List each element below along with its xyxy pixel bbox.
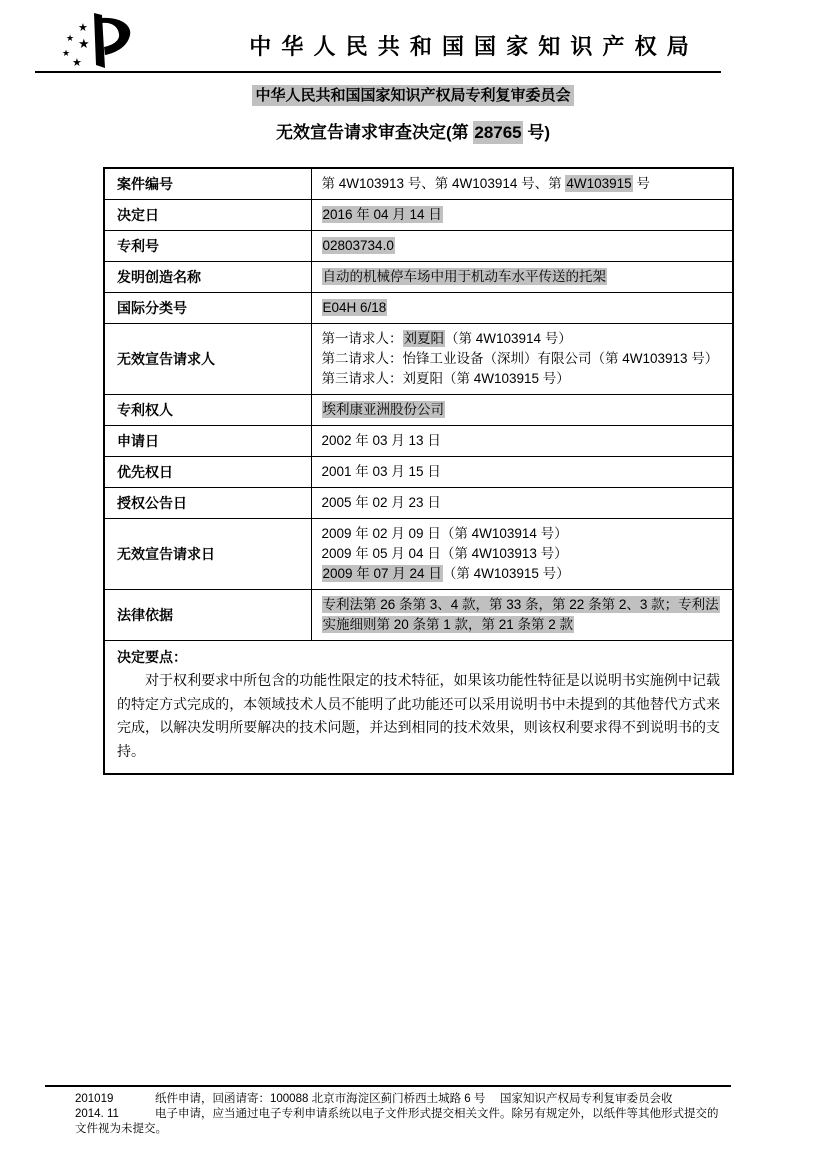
- value-line: 第 4W103913 号、第 4W103914 号、第 4W103915 号: [321, 176, 650, 191]
- row-label: 申请日: [104, 426, 311, 457]
- row-label: 国际分类号: [104, 293, 311, 324]
- table-row: [104, 200, 733, 231]
- patent-table-body: [104, 168, 733, 641]
- footer-form-date: 2014. 11: [75, 1108, 119, 1120]
- keypoints-cell: [104, 641, 733, 775]
- svg-text:★: ★: [78, 22, 88, 34]
- value-line: 实施细则第 20 条第 1 款，第 21 条第 2 款: [322, 617, 574, 632]
- row-value: [311, 519, 733, 590]
- keypoints-row: [104, 641, 733, 775]
- footer-divider: [45, 1085, 731, 1087]
- value-line: 第一请求人：刘夏阳（第 4W103914 号）: [321, 331, 572, 346]
- table-row: [104, 519, 733, 590]
- footer-form-code: 201019: [75, 1093, 114, 1105]
- table-row: [104, 293, 733, 324]
- value-line: 2001 年 03 月 15 日: [321, 464, 441, 479]
- svg-text:★: ★: [78, 36, 90, 51]
- value-line: 专利法第 26 条第 3、4 款，第 33 条，第 22 条第 2、3 款；专利法: [322, 597, 719, 612]
- row-value: [311, 395, 733, 426]
- value-line: 2009 年 07 月 24 日（第 4W103915 号）: [322, 566, 570, 581]
- value-line: 第三请求人：刘夏阳（第 4W103915 号）: [321, 371, 570, 386]
- table-row: [104, 488, 733, 519]
- row-label: 决定日: [104, 200, 311, 231]
- svg-text:★: ★: [66, 33, 75, 43]
- row-label: 无效宣告请求人: [104, 324, 311, 395]
- keypoints-body: 对于权利要求中所包含的功能性限定的技术特征，如果该功能性特征是以说明书实施例中记载的特定方式完成的，本领域技术人员不能明了此功能还可以采用说明书中未提到的其他替代方式来完成，以解决发明所要解决的技术问题，并达到相同的技术效果，则该权利要求得不到说明书的支持。: [117, 672, 720, 759]
- row-value: [311, 293, 733, 324]
- row-label: 发明创造名称: [104, 262, 311, 293]
- table-row: [104, 395, 733, 426]
- row-value: [311, 324, 733, 395]
- header-divider: [35, 71, 721, 73]
- table-row: [104, 231, 733, 262]
- value-line: 2009 年 05 月 04 日（第 4W103913 号）: [321, 546, 568, 561]
- table-row: [104, 324, 733, 395]
- value-line: 02803734.0: [322, 238, 394, 253]
- decision-title-suffix: 号): [522, 123, 551, 142]
- row-label: 专利号: [104, 231, 311, 262]
- keypoints-heading: 决定要点：: [117, 649, 187, 665]
- decision-title: [0, 118, 826, 143]
- value-line: 2016 年 04 月 14 日: [322, 207, 442, 222]
- row-label: 优先权日: [104, 457, 311, 488]
- table-row: [104, 457, 733, 488]
- value-line: 第二请求人：怡锋工业设备（深圳）有限公司（第 4W103913 号）: [321, 351, 719, 366]
- decision-number: 28765: [474, 123, 522, 142]
- svg-text:★: ★: [62, 48, 71, 58]
- value-line: 埃利康亚洲股份公司: [322, 402, 444, 417]
- value-line: E04H 6/18: [322, 300, 387, 315]
- footer-efiling-note: 电子申请，应当通过电子专利申请系统以电子文件形式提交相关文件。除另有规定外，以纸件等其他形式提交的: [155, 1108, 719, 1120]
- footer-efiling-note-cont: 文件视为未提交。: [75, 1123, 167, 1135]
- row-label: 授权公告日: [104, 488, 311, 519]
- row-value: [311, 457, 733, 488]
- table-row: [104, 262, 733, 293]
- row-value: [311, 488, 733, 519]
- row-value: [311, 426, 733, 457]
- row-value: [311, 262, 733, 293]
- committee-title-text: 中华人民共和国国家知识产权局专利复审委员会: [252, 85, 573, 106]
- decision-title-prefix: 无效宣告请求审查决定(第: [275, 123, 474, 142]
- svg-text:★: ★: [72, 57, 82, 69]
- row-value: [311, 231, 733, 262]
- row-label: 法律依据: [104, 590, 311, 641]
- table-row: [104, 590, 733, 641]
- row-label: 专利权人: [104, 395, 311, 426]
- value-line: 2009 年 02 月 09 日（第 4W103914 号）: [321, 526, 568, 541]
- row-value: [311, 168, 733, 200]
- row-value: [311, 590, 733, 641]
- value-line: 2002 年 03 月 13 日: [321, 433, 441, 448]
- cnipa-logo-icon: [54, 10, 144, 72]
- patent-info-table: [103, 167, 734, 775]
- table-row: [104, 168, 733, 200]
- value-line: 自动的机械停车场中用于机动车水平传送的托架: [322, 269, 606, 284]
- committee-title: [0, 84, 826, 105]
- org-title: 中 华 人 民 共 和 国 国 家 知 识 产 权 局: [249, 34, 691, 59]
- footer-paper-note: 纸件申请，回函请寄：100088 北京市海淀区蓟门桥西土城路 6 号 国家知识产权局专利复审委员会收: [155, 1093, 673, 1105]
- row-label: 无效宣告请求日: [104, 519, 311, 590]
- table-row: [104, 426, 733, 457]
- row-label: 案件编号: [104, 168, 311, 200]
- value-line: 2005 年 02 月 23 日: [321, 495, 441, 510]
- row-value: [311, 200, 733, 231]
